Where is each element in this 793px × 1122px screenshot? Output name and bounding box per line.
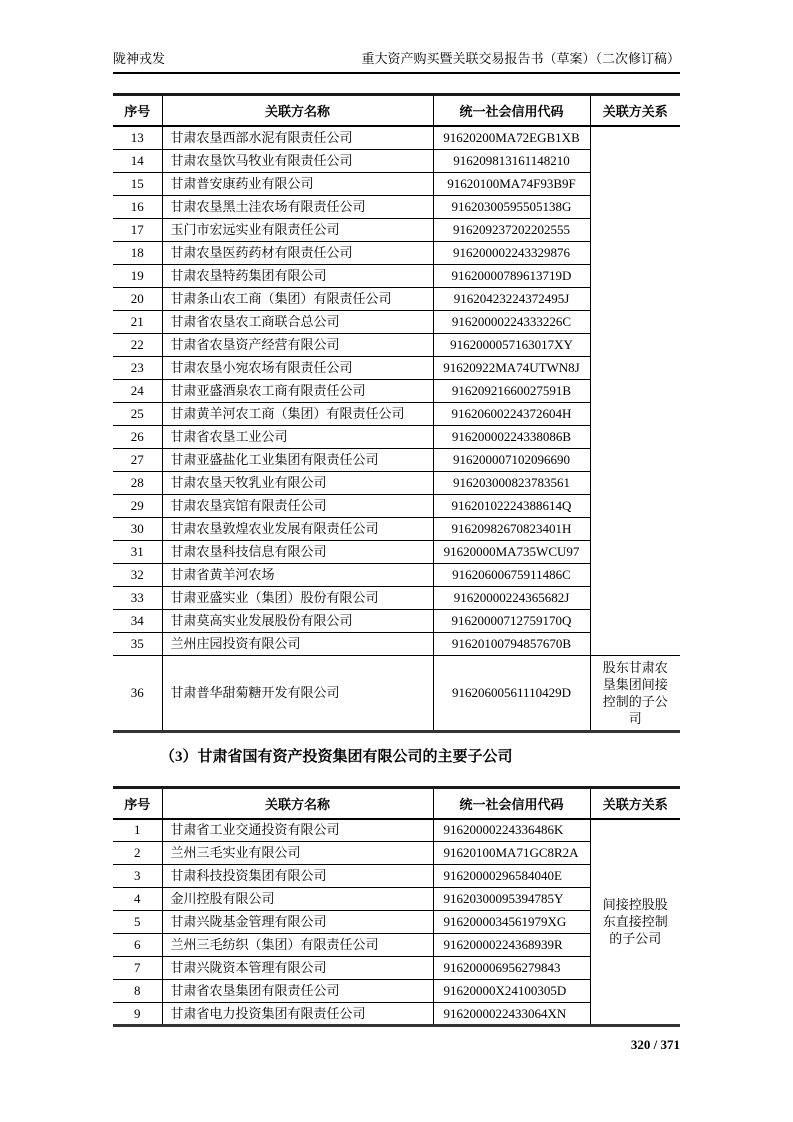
party-name-cell: 甘肃黄羊河农工商（集团）有限责任公司: [162, 402, 433, 425]
index-cell: 8: [113, 980, 162, 1003]
index-cell: 19: [113, 264, 162, 287]
credit-code-cell: 916209237202202555: [433, 218, 590, 241]
header-company-short-name: 陇神戎发: [113, 51, 166, 66]
table-header-row: [113, 787, 680, 819]
credit-code-cell: 91620600561110429D: [433, 655, 590, 731]
credit-code-cell: 91620000296584040E: [433, 865, 590, 888]
credit-code-cell: 91620423224372495J: [433, 287, 590, 310]
party-name-cell: 甘肃省黄羊河农场: [162, 563, 433, 586]
credit-code-cell: 91620000224368939R: [433, 934, 590, 957]
index-cell: 33: [113, 586, 162, 609]
page-number: 320 / 371: [630, 1037, 680, 1052]
index-cell: 2: [113, 842, 162, 865]
table-1-body: [113, 126, 680, 731]
credit-code-cell: 91620102224388614Q: [433, 494, 590, 517]
credit-code-cell: 91620200MA72EGB1XB: [433, 126, 590, 149]
credit-code-cell: 916203000823783561: [433, 471, 590, 494]
party-name-cell: 甘肃农垦科技信息有限公司: [162, 540, 433, 563]
column-header-party-name: 关联方名称: [162, 95, 433, 127]
credit-code-cell: 916200007102096690: [433, 448, 590, 471]
relationship-cell: [590, 126, 680, 655]
party-name-cell: 甘肃省农垦集团有限责任公司: [162, 980, 433, 1003]
credit-code-cell: 91620100MA71GC8R2A: [433, 842, 590, 865]
party-name-cell: 甘肃农垦敦煌农业发展有限责任公司: [162, 517, 433, 540]
index-cell: 4: [113, 888, 162, 911]
party-name-cell: 甘肃兴陇资本管理有限公司: [162, 957, 433, 980]
index-cell: 36: [113, 655, 162, 731]
credit-code-cell: 91620300595505138G: [433, 195, 590, 218]
header-report-title: 重大资产购买暨关联交易报告书（草案）（二次修订稿）: [361, 51, 680, 66]
index-cell: 5: [113, 911, 162, 934]
party-name-cell: 甘肃农垦黑土洼农场有限责任公司: [162, 195, 433, 218]
credit-code-cell: 91620100MA74F93B9F: [433, 172, 590, 195]
index-cell: 34: [113, 609, 162, 632]
index-cell: 22: [113, 333, 162, 356]
party-name-cell: 甘肃农垦天牧乳业有限公司: [162, 471, 433, 494]
credit-code-cell: 91620982670823401H: [433, 517, 590, 540]
party-name-cell: 甘肃亚盛实业（集团）股份有限公司: [162, 586, 433, 609]
index-cell: 26: [113, 425, 162, 448]
credit-code-cell: 9162000034561979XG: [433, 911, 590, 934]
credit-code-cell: 91620100794857670B: [433, 632, 590, 655]
index-cell: 21: [113, 310, 162, 333]
related-parties-table-1: [113, 93, 680, 733]
section-heading: （3）甘肃省国有资产投资集团有限公司的主要子公司: [160, 748, 513, 765]
index-cell: 14: [113, 149, 162, 172]
credit-code-cell: 91620000224338086B: [433, 425, 590, 448]
relationship-cell: 股东甘肃农垦集团间接控制的子公司: [590, 655, 680, 731]
index-cell: 7: [113, 957, 162, 980]
party-name-cell: 兰州三毛实业有限公司: [162, 842, 433, 865]
party-name-cell: 金川控股有限公司: [162, 888, 433, 911]
column-header-relationship: 关联方关系: [590, 95, 680, 127]
credit-code-cell: 91620000224336486K: [433, 819, 590, 842]
credit-code-cell: 91620300095394785Y: [433, 888, 590, 911]
index-cell: 29: [113, 494, 162, 517]
party-name-cell: 甘肃莫高实业发展股份有限公司: [162, 609, 433, 632]
table-header-row: [113, 95, 680, 127]
index-cell: 24: [113, 379, 162, 402]
credit-code-cell: 91620000X24100305D: [433, 980, 590, 1003]
party-name-cell: 甘肃普华甜菊糖开发有限公司: [162, 655, 433, 731]
index-cell: 30: [113, 517, 162, 540]
table-row: [113, 819, 680, 842]
index-cell: 31: [113, 540, 162, 563]
index-cell: 9: [113, 1003, 162, 1026]
index-cell: 6: [113, 934, 162, 957]
index-cell: 16: [113, 195, 162, 218]
credit-code-cell: 916200006956279843: [433, 957, 590, 980]
party-name-cell: 甘肃亚盛酒泉农工商有限责任公司: [162, 379, 433, 402]
credit-code-cell: 9162000057163017XY: [433, 333, 590, 356]
index-cell: 27: [113, 448, 162, 471]
relationship-cell: 间接控股股东直接控制的子公司: [590, 819, 680, 1026]
column-header-relationship: 关联方关系: [590, 787, 680, 819]
party-name-cell: 甘肃省电力投资集团有限责任公司: [162, 1003, 433, 1026]
credit-code-cell: 916200002243329876: [433, 241, 590, 264]
table-2-body: [113, 819, 680, 1026]
table-2-header: [113, 787, 680, 819]
table-row: [113, 126, 680, 149]
credit-code-cell: 91620600675911486C: [433, 563, 590, 586]
index-cell: 18: [113, 241, 162, 264]
related-parties-table-2: [113, 786, 680, 1028]
index-cell: 28: [113, 471, 162, 494]
credit-code-cell: 91620000712759170Q: [433, 609, 590, 632]
party-name-cell: 甘肃省农垦资产经营有限公司: [162, 333, 433, 356]
column-header-index: 序号: [113, 787, 162, 819]
index-cell: 25: [113, 402, 162, 425]
index-cell: 20: [113, 287, 162, 310]
party-name-cell: 玉门市宏远实业有限责任公司: [162, 218, 433, 241]
credit-code-cell: 91620600224372604H: [433, 402, 590, 425]
credit-code-cell: 91620000224333226C: [433, 310, 590, 333]
column-header-index: 序号: [113, 95, 162, 127]
party-name-cell: 甘肃科技投资集团有限公司: [162, 865, 433, 888]
party-name-cell: 甘肃省农垦工业公司: [162, 425, 433, 448]
party-name-cell: 甘肃省农垦农工商联合总公司: [162, 310, 433, 333]
table-1-header: [113, 95, 680, 127]
index-cell: 15: [113, 172, 162, 195]
credit-code-cell: 91620922MA74UTWN8J: [433, 356, 590, 379]
party-name-cell: 甘肃农垦小宛农场有限责任公司: [162, 356, 433, 379]
credit-code-cell: 91620000224365682J: [433, 586, 590, 609]
index-cell: 32: [113, 563, 162, 586]
index-cell: 17: [113, 218, 162, 241]
column-header-credit-code: 统一社会信用代码: [433, 787, 590, 819]
credit-code-cell: 916209813161148210: [433, 149, 590, 172]
credit-code-cell: 9162000022433064XN: [433, 1003, 590, 1026]
index-cell: 13: [113, 126, 162, 149]
party-name-cell: 甘肃农垦饮马牧业有限责任公司: [162, 149, 433, 172]
party-name-cell: 兰州三毛纺织（集团）有限责任公司: [162, 934, 433, 957]
page-running-header: [113, 50, 680, 74]
table-row: [113, 655, 680, 731]
party-name-cell: 甘肃普安康药业有限公司: [162, 172, 433, 195]
party-name-cell: 甘肃农垦医药药材有限责任公司: [162, 241, 433, 264]
index-cell: 35: [113, 632, 162, 655]
party-name-cell: 甘肃农垦特药集团有限公司: [162, 264, 433, 287]
party-name-cell: 甘肃省工业交通投资有限公司: [162, 819, 433, 842]
index-cell: 3: [113, 865, 162, 888]
index-cell: 1: [113, 819, 162, 842]
party-name-cell: 甘肃亚盛盐化工业集团有限责任公司: [162, 448, 433, 471]
credit-code-cell: 91620000MA735WCU97: [433, 540, 590, 563]
party-name-cell: 甘肃农垦西部水泥有限责任公司: [162, 126, 433, 149]
credit-code-cell: 91620921660027591B: [433, 379, 590, 402]
party-name-cell: 甘肃条山农工商（集团）有限责任公司: [162, 287, 433, 310]
party-name-cell: 甘肃兴陇基金管理有限公司: [162, 911, 433, 934]
party-name-cell: 兰州庄园投资有限公司: [162, 632, 433, 655]
party-name-cell: 甘肃农垦宾馆有限责任公司: [162, 494, 433, 517]
column-header-credit-code: 统一社会信用代码: [433, 95, 590, 127]
credit-code-cell: 91620000789613719D: [433, 264, 590, 287]
index-cell: 23: [113, 356, 162, 379]
column-header-party-name: 关联方名称: [162, 787, 433, 819]
